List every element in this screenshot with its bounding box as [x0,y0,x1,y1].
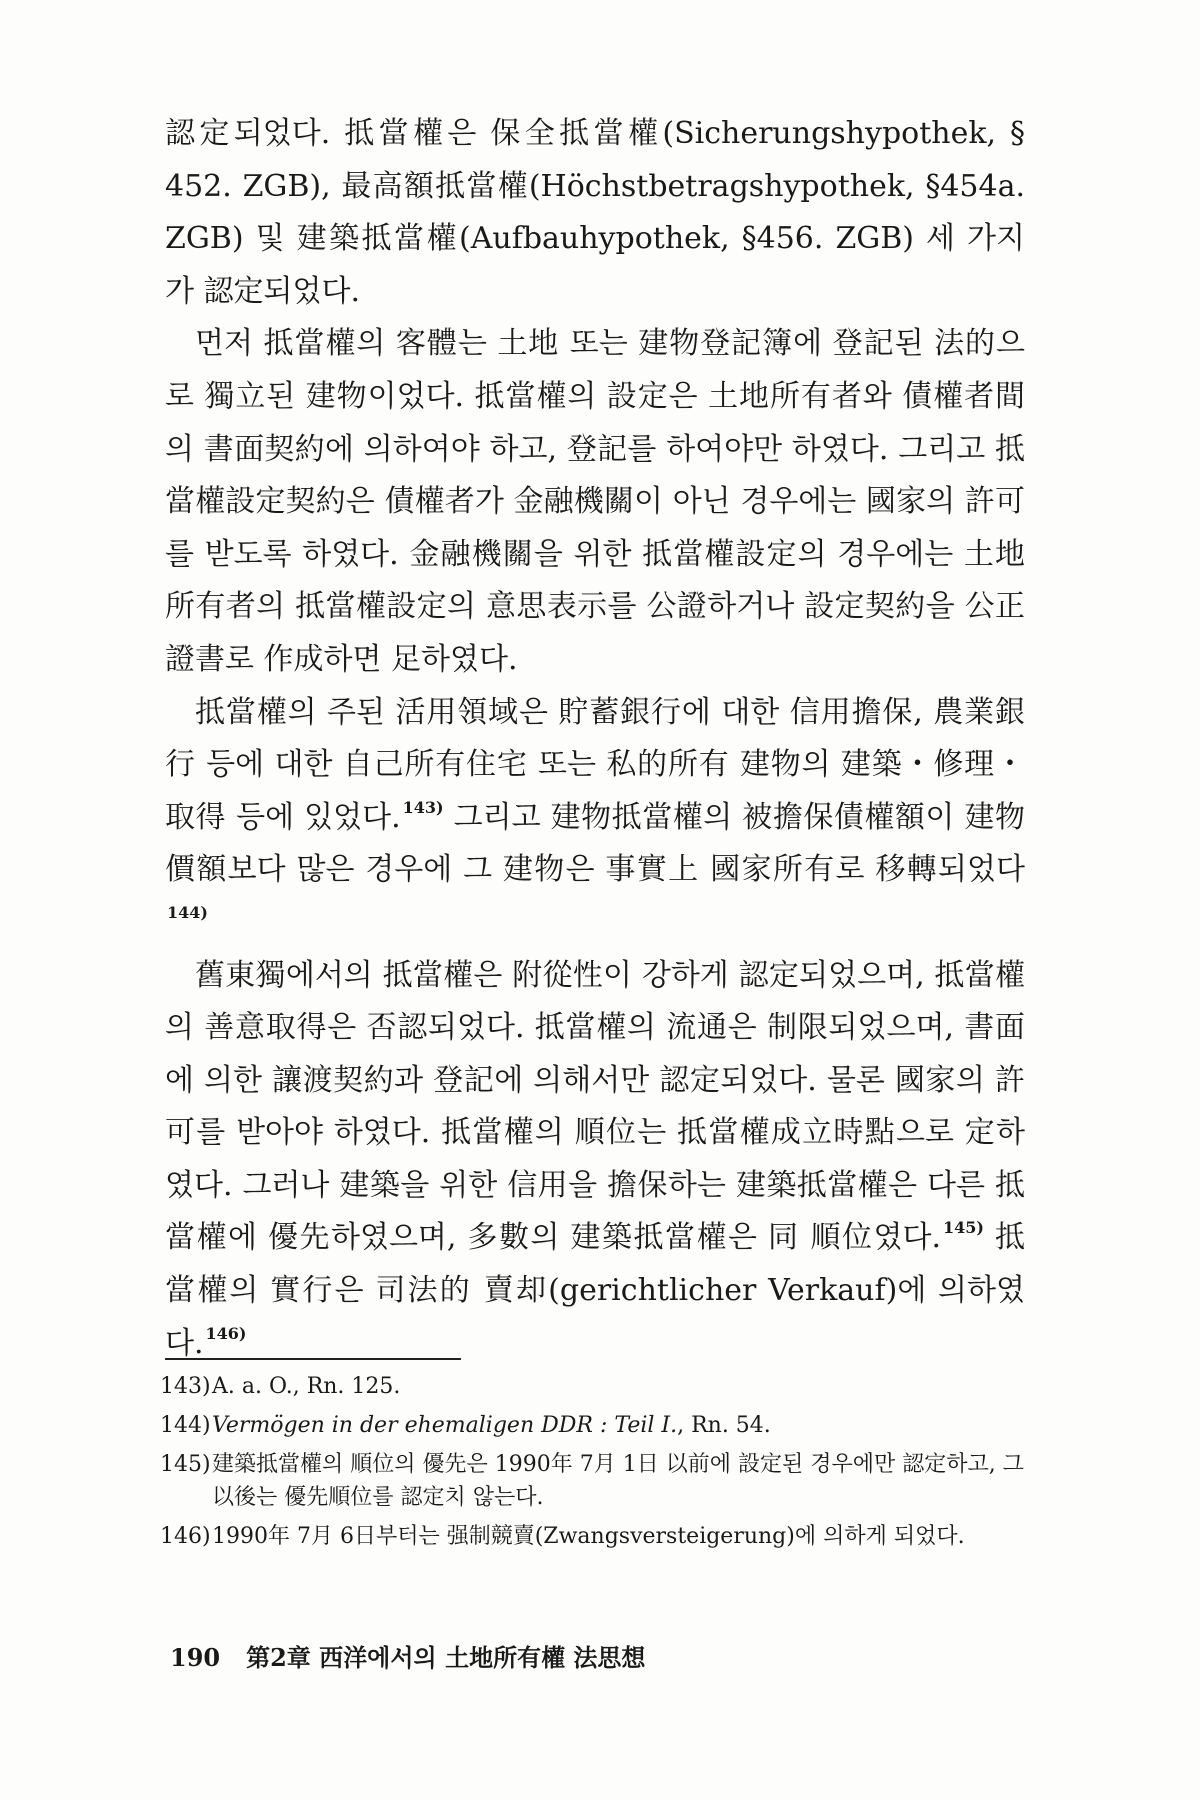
footnote-146 [160,1520,1026,1553]
paragraph-4 [165,950,1025,1371]
footnote-145 [160,1448,1026,1514]
footnote-text: 建築抵當權의 順位의 優先은 1990年 7月 1日 以前에 設定된 경우에만 認定하고, 그 以後는 優先順位를 認定치 않는다. [212,1452,1024,1510]
paragraph-1 [165,108,1025,318]
page-number: 190 [170,1643,221,1672]
footnote-143 [160,1370,1026,1403]
page-footer [170,1638,645,1673]
footnote-text: A. a. O., Rn. 125. [212,1374,401,1399]
footnote-text: , Rn. 54. [677,1413,771,1438]
footnote-divider [165,1358,461,1360]
footnote-text: 1990年 7月 6日부터는 强制競賣(Zwangsversteigerung)에 의하게 되었다. [212,1524,965,1549]
body-text [165,108,1025,1370]
paragraph-2 [165,318,1025,686]
footnote-citation-title: Vermögen in der ehemaligen DDR : Teil I. [212,1413,678,1438]
footnote-number: 143) [160,1374,211,1399]
paragraph-1-text: 認定되었다. 抵當權은 保全抵當權(Sicherungshypothek, § 452. ZGB), 最高額抵當權(Höchstbetragshypothek, §454a. ZGB) 및 建築抵當權(Aufbauhypothek, §456. ZGB) 세 가지가 認定되었다. [165,116,1025,309]
footnote-ref-144[interactable]: 144) [167,902,208,922]
paragraph-4-text-continued: 抵當權의 實行은 司法的 賣却(gerichtlicher Verkauf)에 의하였다. [165,1220,1025,1361]
footnote-144 [160,1409,1026,1442]
footnote-number: 146) [160,1524,211,1549]
footnotes [160,1370,1026,1559]
footnote-number: 144) [160,1413,211,1438]
paragraph-2-text: 먼저 抵當權의 客體는 土地 또는 建物登記簿에 登記된 法的으로 獨立된 建物이었다. 抵當權의 設定은 土地所有者와 債權者間의 書面契約에 의하여야 하고, 登記를 하여야만 하였다. 그리고 抵當權設定契約은 債權者가 金融機關이 아닌 경우에는 國家의 許可를 받도록 하였다. 金融機關을 위한 抵當權設定의 경우에는 土地所有者의 抵當權設定의 意思表示를 公證하거나 設定契約을 公正證書로 作成하면 足하였다. [165,326,1025,677]
paragraph-4-text: 舊東獨에서의 抵當權은 附從性이 강하게 認定되었으며, 抵當權의 善意取得은 否認되었다. 抵當權의 流通은 制限되었으며, 書面에 의한 讓渡契約과 登記에 의해서만 認定되었다. 물론 國家의 許可를 받아야 하였다. 抵當權의 順位는 抵當權成立時點으로 定하였다. 그러나 建築을 위한 信用을 擔保하는 建築抵當權은 다른 抵當權에 優先하였으며, 多數의 建築抵當權은 同 順位였다. [165,957,1025,1256]
footnote-ref-145[interactable]: 145) [942,1218,984,1238]
footnote-ref-143[interactable]: 143) [402,797,444,817]
footnote-number: 145) [160,1452,211,1477]
footnote-ref-146[interactable]: 146) [205,1323,247,1343]
paragraph-3-text-continued: 그리고 建物抵當權의 被擔保債權額이 建物價額보다 많은 경우에 그 建物은 事實上 國家所有로 移轉되었다 [165,799,1025,888]
paragraph-3 [165,687,1025,950]
chapter-title: 第2章 西洋에서의 土地所有權 法思想 [246,1643,646,1672]
paragraph-3-text: 抵當權의 주된 活用領域은 貯蓄銀行에 대한 信用擔保, 農業銀行 등에 대한 自己所有住宅 또는 私的所有 建物의 建築・修理・取得 등에 있었다. [165,694,1025,835]
